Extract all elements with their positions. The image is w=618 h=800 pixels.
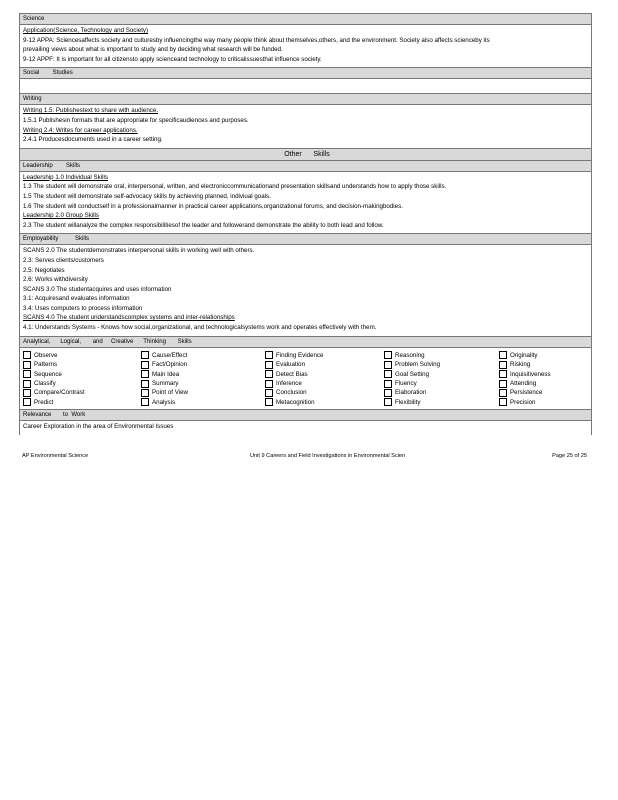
skill-checkbox-item[interactable] (265, 369, 384, 378)
skill-checkbox-item[interactable] (23, 369, 141, 378)
skill-checkbox-item[interactable] (499, 379, 589, 388)
leadership-header: Leadership Skills (20, 160, 591, 171)
standard-line: 3.4: Uses computers to process information (23, 304, 143, 312)
checkbox-icon[interactable] (23, 361, 31, 369)
checkbox-icon[interactable] (265, 389, 273, 397)
skill-checkbox-item[interactable] (141, 360, 265, 369)
skill-checkbox-item[interactable] (499, 360, 589, 369)
checkbox-icon[interactable] (384, 361, 392, 369)
skill-label: Patterns (34, 361, 58, 369)
checkbox-icon[interactable] (499, 389, 507, 397)
checkbox-icon[interactable] (23, 389, 31, 397)
skill-checkbox-item[interactable] (141, 369, 265, 378)
checkbox-icon[interactable] (499, 361, 507, 369)
standard-line: prevailing views about what is important to study and by deciding what research will be funded. (23, 46, 283, 54)
checkbox-icon[interactable] (23, 380, 31, 388)
standard-line: 1.5.1 Publishesin formats that are appropriate for specificaudiences and purposes. (23, 116, 249, 124)
skill-checkbox-item[interactable] (141, 388, 265, 397)
standard-line: 9-12 APPF: It is important for all citizensto apply scienceand technology to criticalissuesthat influence society. (23, 55, 322, 63)
science-section (20, 24, 591, 67)
skill-checkbox-item[interactable] (265, 360, 384, 369)
standard-line: 2.3: Serves clients/customers (23, 256, 104, 264)
skill-label: Summary (152, 380, 179, 388)
checkbox-icon[interactable] (499, 380, 507, 388)
skill-checkbox-item[interactable] (384, 398, 499, 407)
skill-checkbox-item[interactable] (384, 379, 499, 388)
skill-checkbox-item[interactable] (23, 388, 141, 397)
checkbox-icon[interactable] (141, 380, 149, 388)
skill-label: Predict (34, 398, 54, 406)
standards-table (19, 13, 592, 435)
checkbox-icon[interactable] (384, 351, 392, 359)
skill-checkbox-item[interactable] (265, 379, 384, 388)
checkbox-icon[interactable] (499, 370, 507, 378)
skill-label: Evaluation (276, 361, 305, 369)
thinking-skills-checklist (20, 347, 591, 409)
skill-checkbox-item[interactable] (384, 360, 499, 369)
employability-section (20, 244, 591, 335)
skill-label: Flexibility (395, 398, 421, 406)
skill-label: Fact/Opinion (152, 361, 188, 369)
standard-line: 2.5: Negotiates (23, 266, 65, 274)
standard-line: Leadership 2.0 Group Skills (23, 212, 100, 220)
checkbox-icon[interactable] (141, 398, 149, 406)
skill-label: Risking (510, 361, 531, 369)
standard-line: Application(Science, Technology and Society) (23, 27, 149, 34)
skill-label: Metacognition (276, 398, 315, 406)
science-header: Science (20, 13, 591, 24)
checkbox-icon[interactable] (141, 351, 149, 359)
standard-line: 9-12 APPA: Sciencesaffects society and culturesby influencingthe way many people think about themselves,others, and the environment. Society also affects scienceby its (23, 36, 490, 44)
skill-checkbox-item[interactable] (265, 351, 384, 360)
skill-label: Point of View (152, 389, 189, 397)
standard-line: 2.6: Works withdiversity (23, 276, 88, 284)
checkbox-icon[interactable] (265, 351, 273, 359)
standard-line: 1.5 The student will demonstrate self-advocacy skills by achieving planned, indiviual goals. (23, 192, 271, 200)
skill-checkbox-item[interactable] (141, 351, 265, 360)
checkbox-icon[interactable] (384, 370, 392, 378)
checkbox-icon[interactable] (141, 361, 149, 369)
checkbox-icon[interactable] (265, 361, 273, 369)
skill-label: Originality (510, 351, 538, 359)
skill-checkbox-item[interactable] (141, 379, 265, 388)
skill-label: Goal Setting (395, 370, 430, 378)
checkbox-icon[interactable] (141, 389, 149, 397)
skill-label: Persistence (510, 389, 543, 397)
checkbox-icon[interactable] (23, 351, 31, 359)
checkbox-icon[interactable] (384, 380, 392, 388)
standard-line: Leadership 1.0 Individual Skills (23, 173, 108, 181)
relevance-section (20, 420, 591, 435)
skill-label: Classify (34, 380, 56, 388)
skill-label: Attending (510, 380, 537, 388)
checkbox-icon[interactable] (265, 370, 273, 378)
standard-line: SCANS 2.0 The studentdemonstrates interpersonal skills in working well with others. (23, 247, 255, 255)
skill-label: Main Idea (152, 370, 180, 378)
checkbox-icon[interactable] (265, 380, 273, 388)
skill-checkbox-item[interactable] (141, 398, 265, 407)
writing-section (20, 104, 591, 147)
skill-label: Cause/Effect (152, 351, 188, 359)
skill-checkbox-item[interactable] (265, 398, 384, 407)
skill-checkbox-item[interactable] (23, 379, 141, 388)
checkbox-icon[interactable] (384, 389, 392, 397)
skill-label: Inference (276, 380, 302, 388)
standard-line: 1.6 The student will conductself in a professionalmanner in practical career applications,organizational forums, and decision-makingbodies. (23, 202, 403, 210)
footer-page-number: Page 25 of 25 (552, 453, 587, 459)
skill-checkbox-item[interactable] (499, 351, 589, 360)
thinking-skills-header: Analytical, Logical, and Creative Thinking Skills (20, 336, 591, 347)
skill-label: Detect Bias (276, 370, 308, 378)
standard-line: SCANS 4.0 The student understandscomplex systems and inter-relationships (23, 314, 235, 322)
standard-line: 2.3 The student willanalyze the complex responsibilitiesof the leader and followerand demonstrate the ability to both lead and follow. (23, 221, 384, 229)
checkbox-icon[interactable] (384, 398, 392, 406)
skill-label: Inquisitiveness (510, 370, 551, 378)
skill-label: Elaboration (395, 389, 427, 397)
checkbox-icon[interactable] (499, 398, 507, 406)
standard-line: 2.4.1 Producesdocuments used in a career setting. (23, 136, 163, 144)
standard-line: Writing 1.5: Publishestext to share with audience. (23, 107, 159, 115)
standard-line: 1.3 The student will demonstrate oral, interpersonal, written, and electroniccommunicationand presentation skillsand understands how to apply those skills. (23, 183, 447, 191)
standard-line: Career Exploration in the area of Environmental Issues (23, 423, 174, 430)
skill-checkbox-item[interactable] (23, 360, 141, 369)
skill-checkbox-item[interactable] (499, 369, 589, 378)
skill-checkbox-item[interactable] (384, 369, 499, 378)
skill-label: Fluency (395, 380, 417, 388)
footer-course: AP Environmental Science (22, 453, 89, 459)
skill-label: Sequence (34, 370, 62, 378)
skill-label: Observe (34, 351, 58, 359)
skill-label: Precision (510, 398, 536, 406)
skill-checkbox-item[interactable] (23, 398, 141, 407)
skill-label: Problem Solving (395, 361, 441, 369)
employability-header: Employability Skills (20, 233, 591, 244)
relevance-header: Relevance to Work (20, 409, 591, 420)
skill-label: Reasoning (395, 351, 425, 359)
skill-label: Conclusion (276, 389, 307, 397)
skill-label: Compare/Contrast (34, 389, 85, 397)
skill-checkbox-item[interactable] (499, 398, 589, 407)
social-studies-header: Social Studies (20, 67, 591, 78)
other-skills-header: Other Skills (20, 148, 591, 160)
checkbox-icon[interactable] (23, 370, 31, 378)
skill-checkbox-item[interactable] (23, 351, 141, 360)
social-studies-section (20, 78, 591, 93)
skill-label: Analysis (152, 398, 176, 406)
skill-label: Finding Evidence (276, 351, 324, 359)
skill-checkbox-item[interactable] (265, 388, 384, 397)
checkbox-icon[interactable] (23, 398, 31, 406)
standard-line: 4.1: Understands Systems - Knows how social,organizational, and technologicalsystems work and operates effectively with them. (23, 324, 377, 332)
skill-checkbox-item[interactable] (384, 351, 499, 360)
writing-header: Writing (20, 93, 591, 104)
leadership-section (20, 171, 591, 234)
standard-line: Writing 2.4: Writes for career applications. (23, 126, 138, 134)
checkbox-icon[interactable] (499, 351, 507, 359)
standard-line: SCANS 3.0 The studentacquires and uses information (23, 285, 172, 293)
skill-checkbox-item[interactable] (384, 388, 499, 397)
skill-checkbox-item[interactable] (499, 388, 589, 397)
standard-line: 3.1: Acquiresand evaluates information (23, 295, 130, 303)
footer-unit: Unit 9 Careers and Field Investigations in Environmental Scien (250, 453, 406, 459)
checkbox-icon[interactable] (265, 398, 273, 406)
checkbox-icon[interactable] (141, 370, 149, 378)
